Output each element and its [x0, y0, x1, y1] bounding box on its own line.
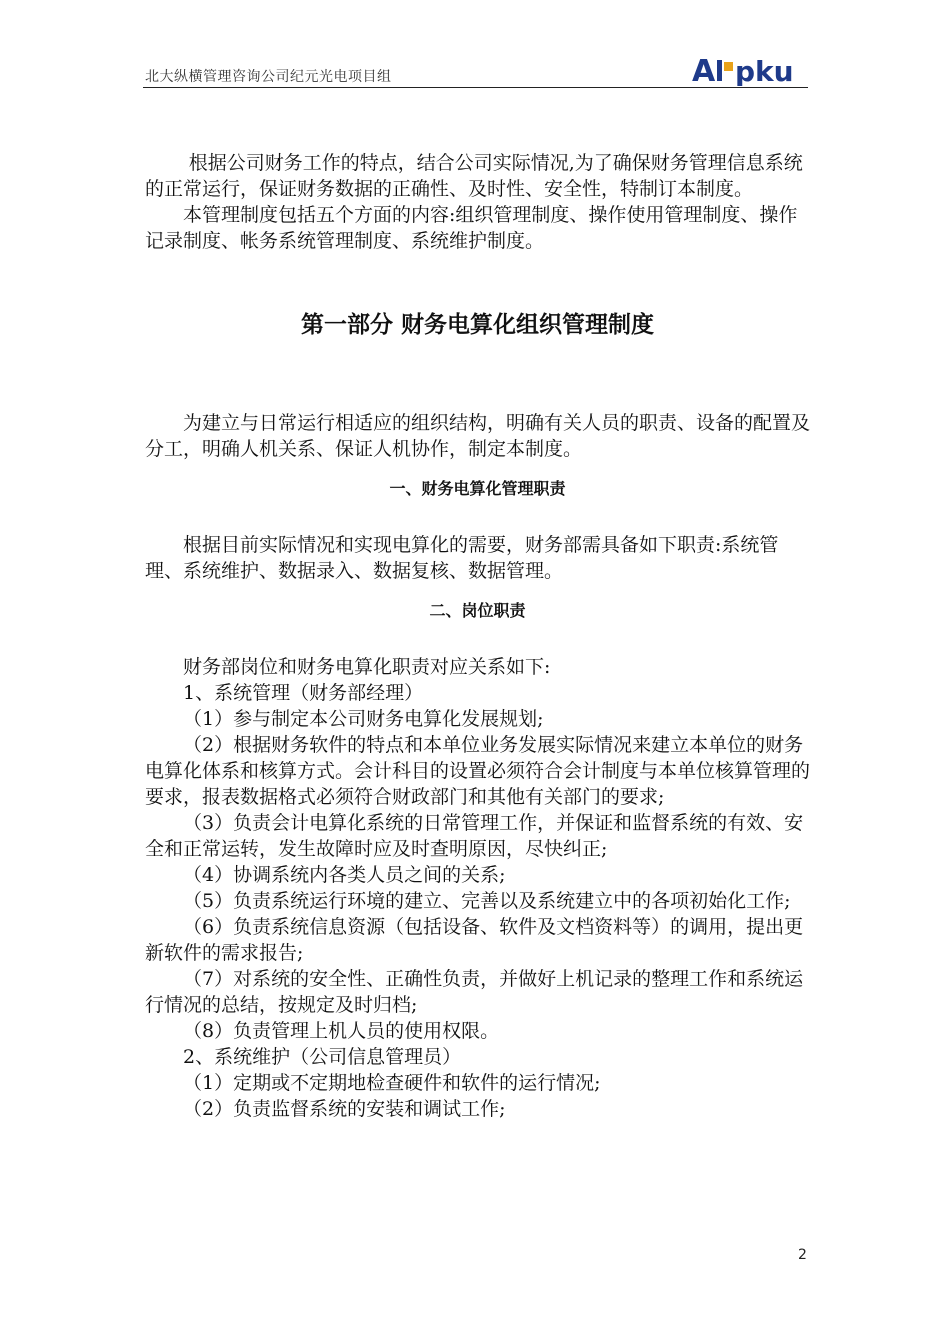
document-body: [145, 150, 810, 1122]
list-item: 2、系统维护（公司信息管理员）: [183, 1046, 462, 1068]
list-item: 1、系统管理（财务部经理）: [183, 682, 424, 704]
svg-text:A: A: [692, 54, 716, 86]
list-item: （1）参与制定本公司财务电算化发展规划;: [183, 708, 544, 730]
section1-heading: 一、财务电算化管理职责: [389, 479, 566, 498]
list-item: （5）负责系统运行环境的建立、完善以及系统建立中的各项初始化工作;: [183, 890, 791, 912]
svg-text:pku: pku: [735, 55, 794, 86]
list-item: （3）负责会计电算化系统的日常管理工作，并保证和监督系统的有效、安全和正常运转，发生故障时应及时查明原因，尽快纠正;: [145, 812, 804, 860]
list-item: （7）对系统的安全性、正确性负责，并做好上机记录的整理工作和系统运行情况的总结，按规定及时归档;: [145, 968, 804, 1016]
list-item: （2）负责监督系统的安装和调试工作;: [183, 1098, 506, 1120]
section2-intro: 财务部岗位和财务电算化职责对应关系如下:: [183, 656, 551, 678]
list-item: （2）根据财务软件的特点和本单位业务发展实际情况来建立本单位的财务电算化体系和核算方式。会计科目的设置必须符合会计制度与本单位核算管理的要求，报表数据格式必须符合财政部门和其他有关部门的要求;: [145, 734, 811, 808]
part1-intro: 为建立与日常运行相适应的组织结构，明确有关人员的职责、设备的配置及分工，明确人机关系、保证人机协作，制定本制度。: [145, 412, 811, 460]
list-item: （1）定期或不定期地检查硬件和软件的运行情况;: [183, 1072, 601, 1094]
company-logo: [692, 54, 807, 86]
intro-paragraph-2: 本管理制度包括五个方面的内容:组织管理制度、操作使用管理制度、操作记录制度、帐务系统管理制度、系统维护制度。: [145, 204, 798, 252]
page-number: 2: [798, 1247, 807, 1263]
header-title: 北大纵横管理咨询公司纪元光电项目组: [145, 69, 392, 85]
intro-paragraph-1: 根据公司财务工作的特点，结合公司实际情况,为了确保财务管理信息系统的正常运行，保证财务数据的正确性、及时性、安全性，特制订本制度。: [145, 152, 803, 200]
section1-body: 根据目前实际情况和实现电算化的需要，财务部需具备如下职责:系统管理、系统维护、数据录入、数据复核、数据管理。: [145, 534, 779, 582]
part1-title: 第一部分 财务电算化组织管理制度: [300, 312, 654, 338]
list-item: （6）负责系统信息资源（包括设备、软件及文档资料等）的调用，提出更新软件的需求报告;: [145, 916, 804, 964]
section2-heading: 二、岗位职责: [429, 601, 526, 620]
list-item: （4）协调系统内各类人员之间的关系;: [183, 864, 506, 886]
header-divider: [143, 87, 808, 88]
list-item: （8）负责管理上机人员的使用权限。: [183, 1020, 500, 1042]
